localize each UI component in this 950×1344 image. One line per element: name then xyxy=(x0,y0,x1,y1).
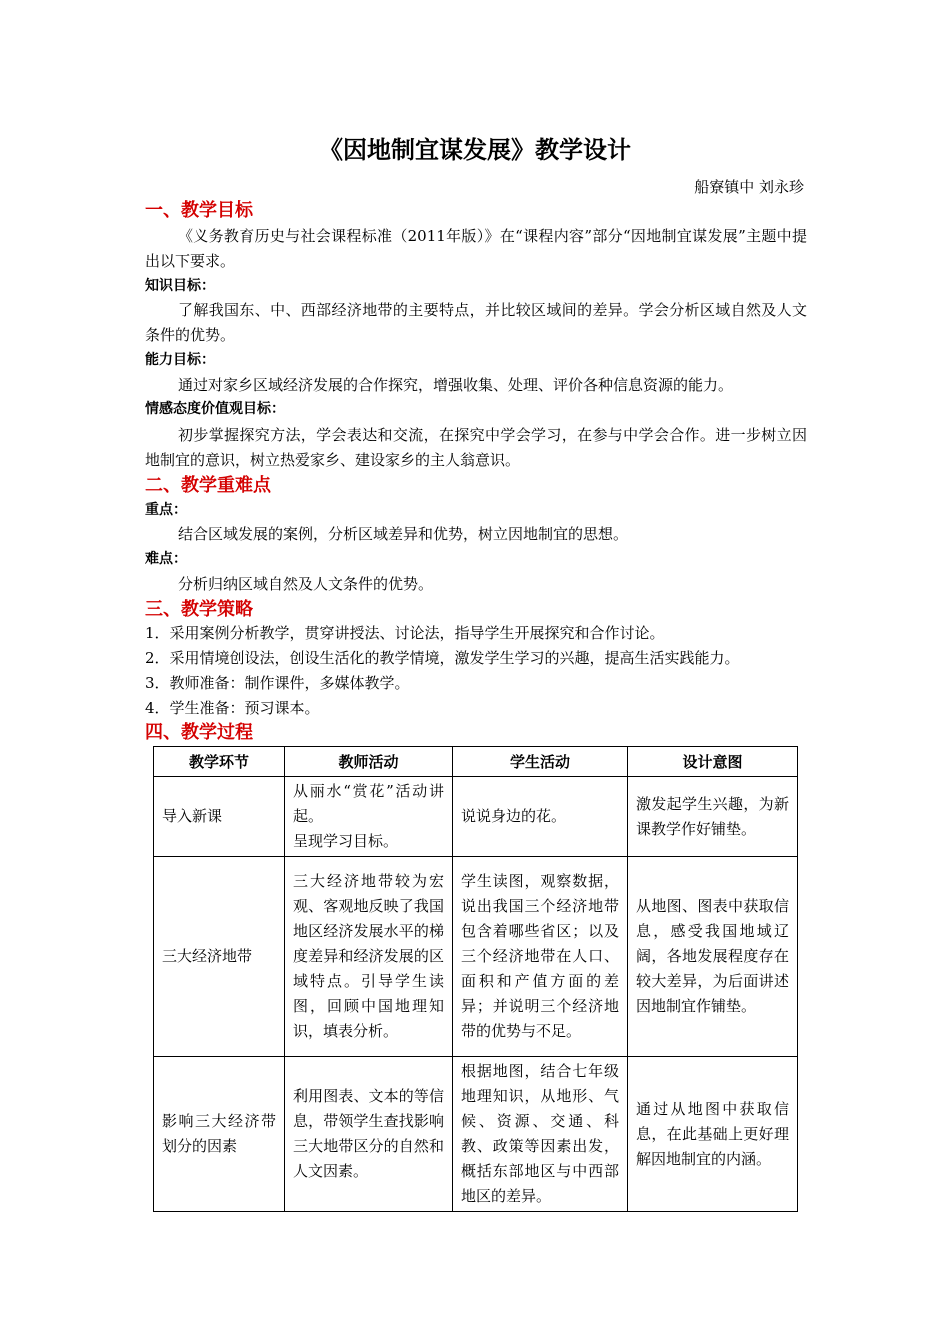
strategy-item-4: 4．学生准备：预习课本。 xyxy=(145,699,320,717)
header-stage: 教学环节 xyxy=(154,747,285,777)
knowledge-goal-text: 了解我国东、中、西部经济地带的主要特点，并比较区域间的差异。学会分析区域自然及人文条件的优势。 xyxy=(145,301,807,344)
cell-design-intent: 从地图、图表中获取信息，感受我国地域辽阔，各地发展程度存在较大差异，为后面讲述因地制宜作铺垫。 xyxy=(628,857,798,1057)
goals-intro: 《义务教育历史与社会课程标准（2011年版）》在“课程内容”部分“因地制宜谋发展”主题中提出以下要求。 xyxy=(145,227,807,270)
difficult-point-label: 难点： xyxy=(145,551,187,567)
ability-goal-label: 能力目标： xyxy=(145,352,215,368)
difficult-point-text: 分析归纳区域自然及人文条件的优势。 xyxy=(178,575,434,593)
cell-stage: 导入新课 xyxy=(154,777,285,857)
teaching-process-table xyxy=(153,746,798,1212)
section-heading-strategies: 三、教学策略 xyxy=(145,599,253,620)
ability-goal-text: 通过对家乡区域经济发展的合作探究，增强收集、处理、评价各种信息资源的能力。 xyxy=(178,376,734,394)
section-heading-goals: 一、教学目标 xyxy=(145,200,253,221)
table-row xyxy=(154,777,798,857)
table-header-row xyxy=(154,747,798,777)
strategy-item-3: 3．教师准备：制作课件，多媒体教学。 xyxy=(145,674,410,692)
header-teacher-activity: 教师活动 xyxy=(285,747,453,777)
strategy-item-1: 1．采用案例分析教学，贯穿讲授法、讨论法，指导学生开展探究和合作讨论。 xyxy=(145,624,665,642)
cell-design-intent: 激发起学生兴趣，为新课教学作好铺垫。 xyxy=(628,777,798,857)
cell-design-intent: 通过从地图中获取信息，在此基础上更好理解因地制宜的内涵。 xyxy=(628,1057,798,1212)
section-heading-process: 四、教学过程 xyxy=(145,722,253,743)
table-row xyxy=(154,1057,798,1212)
table-row xyxy=(154,857,798,1057)
header-design-intent: 设计意图 xyxy=(628,747,798,777)
cell-stage: 三大经济地带 xyxy=(154,857,285,1057)
document-title: 《因地制宜谋发展》教学设计 xyxy=(319,135,631,164)
cell-student-activity: 学生读图，观察数据，说出我国三个经济地带包含着哪些省区；以及三个经济地带在人口、面积和产值方面的差异；并说明三个经济地带的优势与不足。 xyxy=(453,857,628,1057)
strategy-item-2: 2．采用情境创设法，创设生活化的教学情境，激发学生学习的兴趣，提高生活实践能力。 xyxy=(145,649,740,667)
cell-student-activity: 根据地图，结合七年级地理知识，从地形、气候、资源、交通、科教、政策等因素出发，概括东部地区与中西部地区的差异。 xyxy=(453,1057,628,1212)
author-line: 船寮镇中 刘永珍 xyxy=(694,178,804,196)
key-point-text: 结合区域发展的案例，分析区域差异和优势，树立因地制宜的思想。 xyxy=(178,525,629,543)
header-student-activity: 学生活动 xyxy=(453,747,628,777)
cell-student-activity: 说说身边的花。 xyxy=(453,777,628,857)
key-point-label: 重点： xyxy=(145,502,187,518)
cell-teacher-activity: 三大经济地带较为宏观、客观地反映了我国地区经济发展水平的梯度差异和经济发展的区域特点。引导学生读图，回顾中国地理知识，填表分析。 xyxy=(285,857,453,1057)
emotion-goal-label: 情感态度价值观目标： xyxy=(145,401,285,417)
knowledge-goal-label: 知识目标： xyxy=(145,278,215,294)
emotion-goal-text: 初步掌握探究方法，学会表达和交流，在探究中学会学习，在参与中学会合作。进一步树立因地制宜的意识，树立热爱家乡、建设家乡的主人翁意识。 xyxy=(145,426,807,469)
cell-stage: 影响三大经济带划分的因素 xyxy=(154,1057,285,1212)
section-heading-key-points: 二、教学重难点 xyxy=(145,475,271,496)
cell-teacher-activity: 从丽水“赏花”活动讲起。 呈现学习目标。 xyxy=(285,777,453,857)
cell-teacher-activity: 利用图表、文本的等信息，带领学生查找影响三大地带区分的自然和人文因素。 xyxy=(285,1057,453,1212)
